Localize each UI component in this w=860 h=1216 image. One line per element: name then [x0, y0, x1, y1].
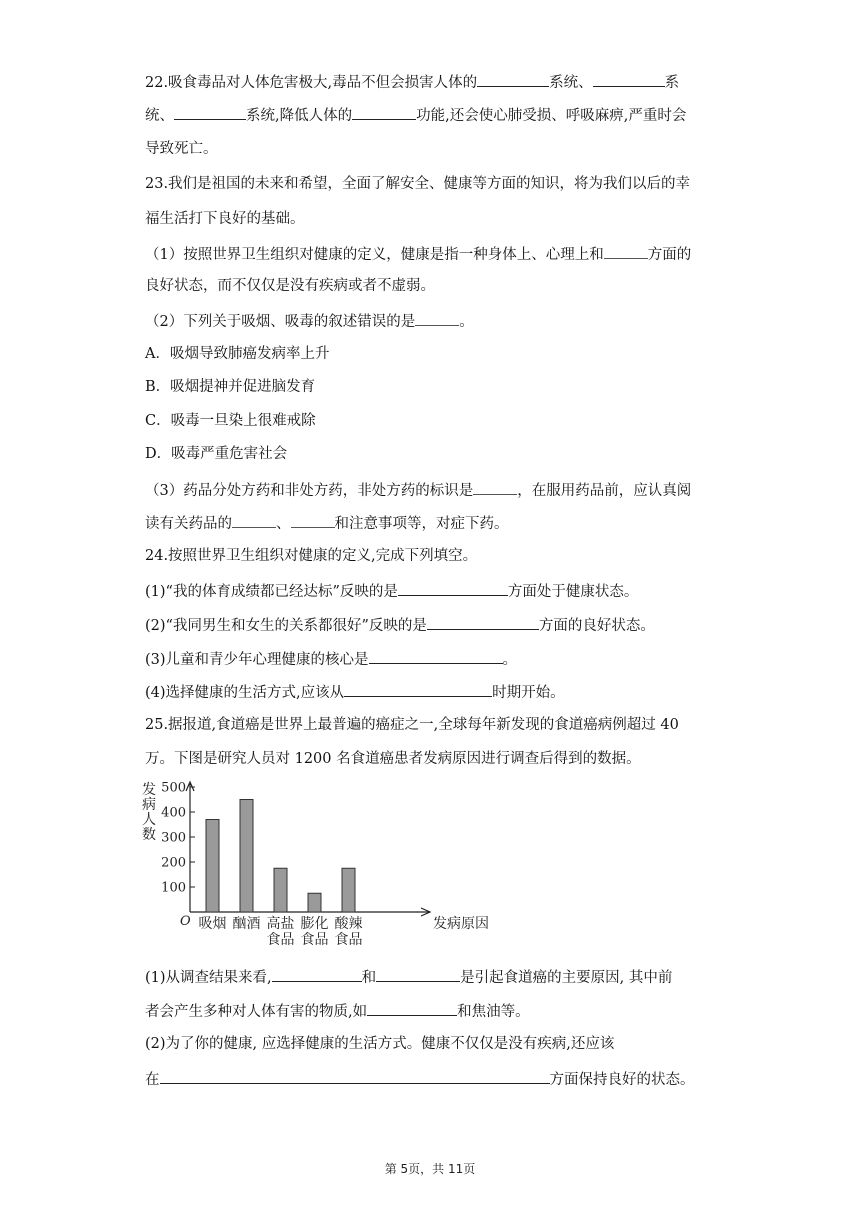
answer-blank[interactable] [369, 648, 503, 664]
q25-part-1 [145, 966, 672, 988]
q24-text: 方面的良好状态。 [538, 618, 655, 634]
q24-part-1 [145, 580, 638, 602]
y-axis-label: 病 [142, 797, 156, 813]
answer-blank[interactable] [291, 512, 335, 528]
q25-text: (2)为了你的健康, 应选择健康的生活方式。健康不仅仅是没有疾病,还应该 [145, 1036, 615, 1052]
q23-text: 和注意事项等，对症下药。 [334, 516, 509, 532]
q25-text: 万。下图是研究人员对 1200 名食道癌患者发病原因进行调查后得到的数据。 [145, 751, 641, 767]
page-footer: 第 5页，共 11页 [384, 1162, 476, 1176]
option-c[interactable] [145, 411, 316, 431]
answer-blank[interactable] [352, 104, 416, 120]
answer-blank[interactable] [604, 243, 648, 259]
bar [274, 868, 287, 912]
x-tick-label: 膨化 [300, 916, 329, 932]
q24-text: (2)“我同男生和女生的关系都很好”反映的是 [145, 618, 427, 634]
answer-blank[interactable] [160, 1068, 550, 1084]
q23-text: 23.我们是祖国的未来和希望，全面了解安全、健康等方面的知识，将为我们以后的幸 [145, 176, 691, 192]
q23-text: 福生活打下良好的基础。 [145, 211, 305, 227]
q23-part-1-cont [145, 276, 435, 296]
q25-text: 和 [361, 970, 377, 986]
answer-blank[interactable] [593, 71, 665, 87]
q22-text: 导致死亡。 [145, 141, 218, 157]
q24-part-3 [145, 648, 517, 670]
option-b-text: B．吸烟提神并促进脑发育 [145, 379, 316, 395]
q23-line-2 [145, 209, 305, 229]
answer-blank[interactable] [272, 966, 362, 982]
q24-line-1 [145, 546, 477, 566]
bar-chart [140, 772, 489, 957]
q25-part-2 [145, 1034, 614, 1054]
option-a-text: A．吸烟导致肺癌发病率上升 [145, 346, 330, 362]
x-tick-label: 食品 [300, 932, 329, 948]
q23-text: （2）下列关于吸烟、吸毒的叙述错误的是 [145, 314, 416, 330]
q24-text: 方面处于健康状态。 [507, 584, 639, 600]
q25-line-1 [145, 715, 679, 735]
x-tick-label: 食品 [334, 932, 363, 948]
q24-text: 24.按照世界卫生组织对健康的定义,完成下列填空。 [145, 548, 478, 564]
y-axis-label: 数 [142, 827, 156, 843]
q25-text: (1)从调查结果来看, [145, 970, 272, 986]
q23-part-1 [145, 243, 691, 265]
q22-text: 统、 [145, 108, 174, 124]
q23-text: 方面的 [647, 247, 692, 263]
x-tick-label: 食品 [266, 932, 295, 948]
q25-part-1-cont [145, 1000, 530, 1022]
y-tick-label: 100 [161, 880, 186, 896]
answer-blank[interactable] [232, 512, 276, 528]
bar [206, 820, 219, 913]
q25-line-2 [145, 749, 641, 769]
x-axis-label: 发病原因 [433, 916, 489, 932]
answer-blank[interactable] [398, 580, 508, 596]
q23-text: 。 [459, 314, 474, 330]
q25-text: 25.据报道,食道癌是世界上最普遍的癌症之一,全球每年新发现的食道癌病例超过 40 [145, 717, 679, 733]
q22-line-1 [145, 71, 679, 93]
answer-blank[interactable] [376, 966, 460, 982]
answer-blank[interactable] [174, 104, 246, 120]
q23-text: （3）药品分处方药和非处方药，非处方药的标识是 [145, 483, 474, 499]
option-b[interactable] [145, 377, 315, 397]
q23-part-2 [145, 310, 474, 332]
answer-blank[interactable] [477, 71, 549, 87]
q23-text: 、 [276, 516, 291, 532]
q22-text: 系统,降低人体的 [246, 108, 353, 124]
x-tick-label: 吸烟 [198, 916, 227, 932]
answer-blank[interactable] [367, 1000, 457, 1016]
q24-text: (3)儿童和青少年心理健康的核心是 [145, 652, 369, 668]
y-axis-label: 发 [142, 782, 156, 798]
q24-text: (4)选择健康的生活方式,应该从 [145, 685, 345, 701]
q25-text: 在 [145, 1072, 160, 1088]
q23-part-3 [145, 479, 691, 501]
q23-text: 读有关药品的 [145, 516, 232, 532]
q25-part-2-cont [145, 1068, 695, 1090]
q23-part-3-cont [145, 512, 509, 534]
y-axis-label: 人 [142, 812, 156, 828]
answer-blank[interactable] [344, 681, 492, 697]
q23-text: ，在服用药品前，应认真阅 [517, 483, 692, 499]
option-d-text: D．吸毒严重危害社会 [145, 446, 288, 462]
q22-line-2 [145, 104, 686, 126]
option-c-text: C．吸毒一旦染上很难戒除 [145, 413, 316, 429]
q25-text: 和焦油等。 [457, 1004, 530, 1020]
q22-text: 系统、 [549, 75, 593, 91]
bar [308, 893, 321, 912]
q24-part-2 [145, 614, 655, 636]
q23-text: 良好状态，而不仅仅是没有疾病或者不虚弱。 [145, 278, 435, 294]
q22-text: 系 [664, 75, 680, 91]
origin-label: O [180, 914, 191, 929]
bar [240, 800, 253, 913]
q25-text: 方面保持良好的状态。 [549, 1072, 695, 1088]
q22-line-3 [145, 139, 218, 159]
q23-text: （1）按照世界卫生组织对健康的定义，健康是指一种身体上、心理上和 [145, 247, 604, 263]
option-d[interactable] [145, 444, 287, 464]
q24-text: (1)“我的体育成绩都已经达标”反映的是 [145, 584, 398, 600]
x-tick-label: 高盐 [266, 916, 295, 932]
bar [342, 868, 355, 912]
y-tick-label: 200 [161, 855, 186, 871]
answer-blank[interactable] [415, 310, 459, 326]
q25-text: 者会产生多种对人体有害的物质,如 [145, 1004, 368, 1020]
y-tick-label: 500 [161, 780, 186, 796]
q24-part-4 [145, 681, 565, 703]
q25-text: 是引起食道癌的主要原因, 其中前 [460, 970, 673, 986]
answer-blank[interactable] [473, 479, 517, 495]
q24-text: 时期开始。 [492, 685, 565, 701]
x-tick-label: 酸辣 [334, 916, 363, 932]
q23-line-1 [145, 174, 690, 194]
y-tick-label: 400 [161, 805, 186, 821]
answer-blank[interactable] [427, 614, 539, 630]
y-tick-label: 300 [161, 830, 186, 846]
option-a[interactable] [145, 344, 329, 364]
q24-text: 。 [502, 652, 518, 668]
x-tick-label: 酗酒 [232, 916, 261, 932]
q22-text: 功能,还会使心肺受损、呼吸麻痹,严重时会 [416, 108, 687, 124]
q22-text: 22.吸食毒品对人体危害极大,毒品不但会损害人体的 [145, 75, 478, 91]
